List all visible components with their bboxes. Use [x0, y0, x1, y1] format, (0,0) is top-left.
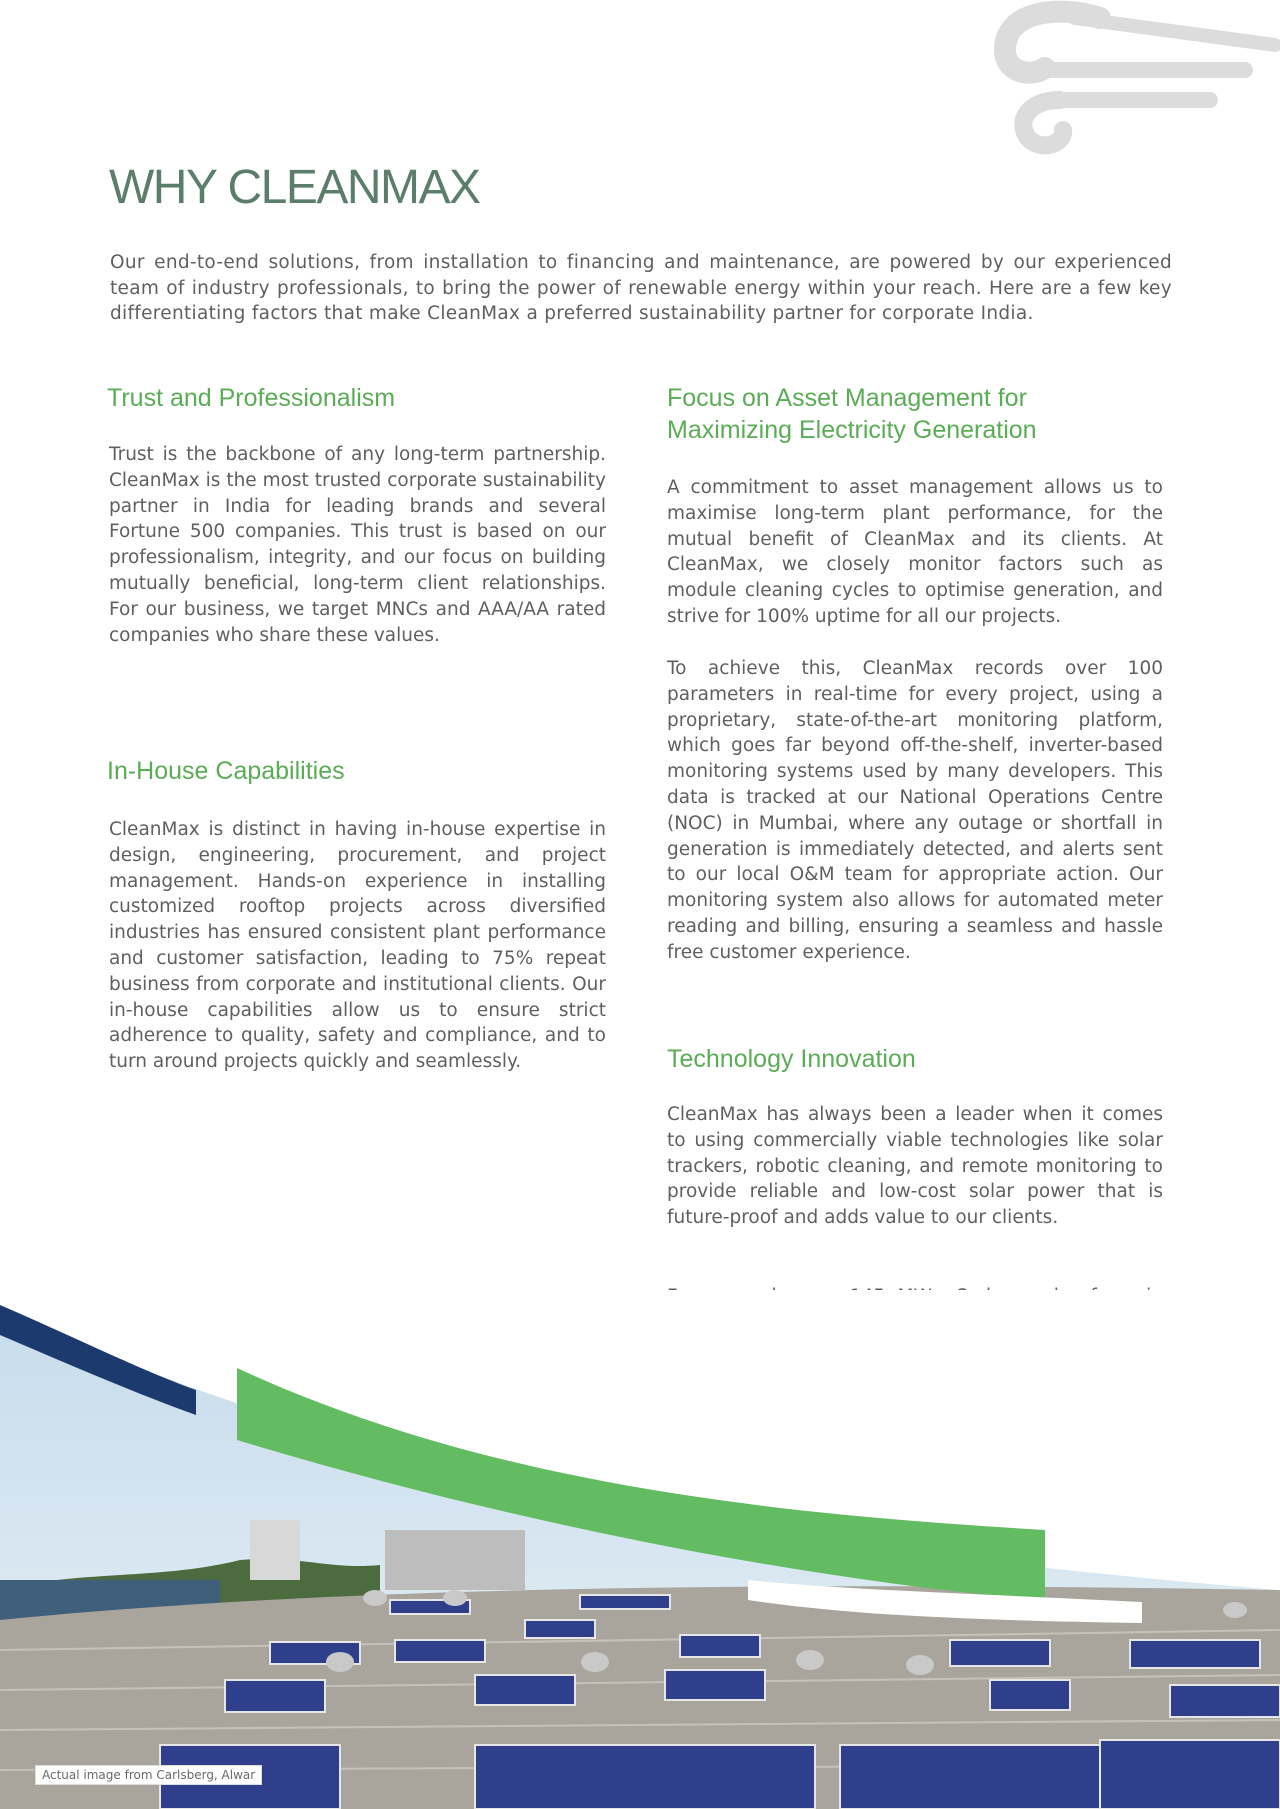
- asset-heading-line2: Maximizing Electricity Generation: [667, 416, 1037, 444]
- rooftop-solar-photo: [0, 1290, 1280, 1809]
- intro-paragraph: Our end-to-end solutions, from installation to financing and maintenance, are powered by our experienced team of industry professionals, to bring the power of renewable energy within your reach. Here are a few key differentiating factors that make CleanMax a preferred sustainability partner for corporate India.: [110, 252, 1172, 325]
- trust-body: Trust is the backbone of any long-term partnership. CleanMax is the most trusted corporate sustainability partner in India for leading brands and several Fortune 500 companies. This trust is based on our professionalism, integrity, and our focus on building mutually beneficial, long-term client relationships. For our business, we target MNCs and AAA/AA rated companies who share these values.: [109, 444, 606, 646]
- asset-heading-line1: Focus on Asset Management for: [667, 384, 1027, 412]
- page-title: WHY CLEANMAX: [109, 161, 480, 214]
- asset-body-2: To achieve this, CleanMax records over 100 parameters in real-time for every project, using a proprietary, state-of-the-art monitoring platform, which goes far beyond off-the-shelf, inverter-based monitoring systems used by many developers. This data is tracked at our National Operations Centre (NOC) in Mumbai, where any outage or shortfall in generation is immediately detected, and alerts sent to our local O&M team for appropriate action. Our monitoring system also allows for automated meter reading and billing, ensuring a seamless and hassle free customer experience.: [667, 658, 1163, 963]
- tech-heading: Technology Innovation: [667, 1045, 916, 1073]
- inhouse-body: CleanMax is distinct in having in-house expertise in design, engineering, procurement, and project management. Hands-on experience in installing customized rooftop projects across diversified industries has ensured consistent plant performance and customer satisfaction, leading to 75% repeat business from corporate and institutional clients. Our in-house capabilities allow us to ensure strict adherence to quality, safety and compliance, and to turn around projects quickly and seamlessly.: [109, 819, 606, 1073]
- wind-swirl-decoration: [985, 0, 1280, 160]
- trust-heading: Trust and Professionalism: [107, 384, 396, 412]
- asset-heading: [667, 382, 1037, 446]
- asset-body-1: A commitment to asset management allows us to maximise long-term plant performance, for the mutual benefit of CleanMax and its clients. At CleanMax, we closely monitor factors such as module cleaning cycles to optimise generation, and strive for 100% uptime for all our projects.: [667, 477, 1163, 627]
- tech-body-1: CleanMax has always been a leader when it comes to using commercially viable technologies like solar trackers, robotic cleaning, and remote monitoring to provide reliable and low-cost solar power that is future-proof and adds value to our clients.: [667, 1104, 1163, 1229]
- inhouse-heading: In-House Capabilities: [107, 757, 345, 785]
- photo-caption: Actual image from Carlsberg, Alwar: [35, 1765, 262, 1785]
